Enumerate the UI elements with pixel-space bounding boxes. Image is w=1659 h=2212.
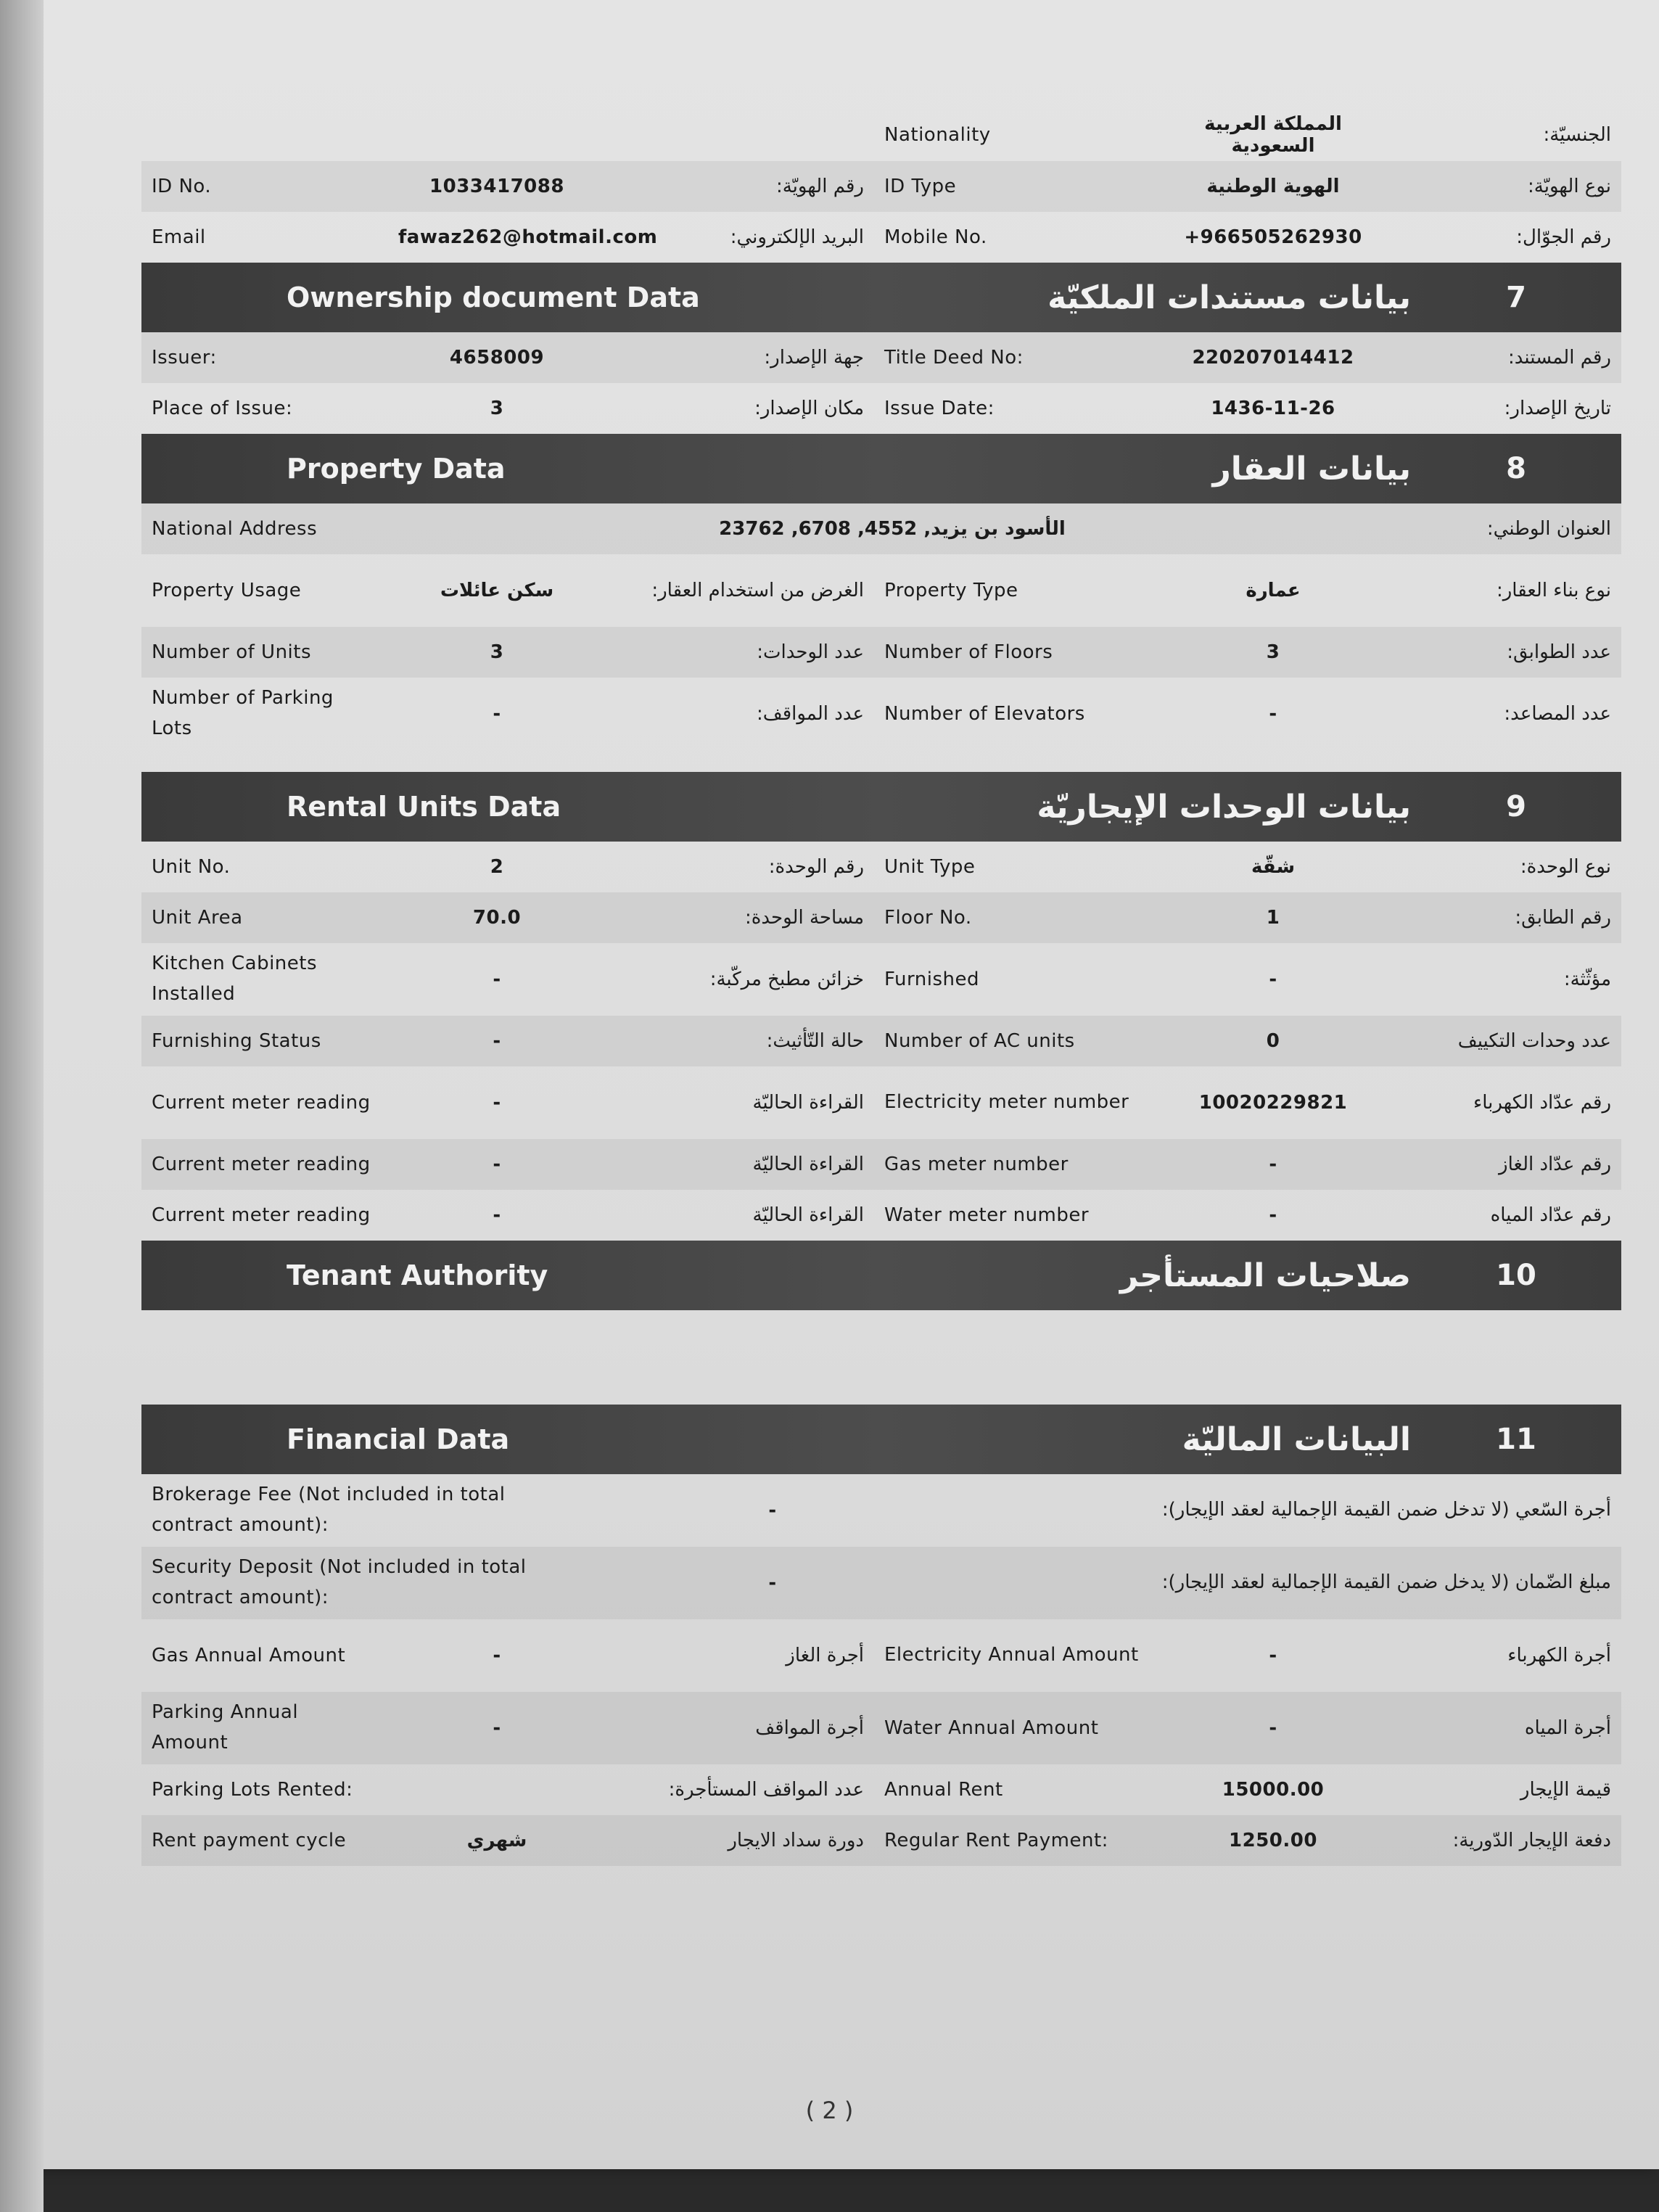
label-en: Unit Area xyxy=(152,907,243,929)
section-header-ownership xyxy=(141,263,1621,332)
row-usage xyxy=(141,554,1621,627)
value: سكن عائلات xyxy=(440,580,554,601)
value: 2 xyxy=(490,856,504,878)
label-en: Annual Rent xyxy=(884,1779,1003,1801)
label-en: Electricity Annual Amount xyxy=(884,1644,1139,1666)
value: - xyxy=(493,1154,501,1175)
label-en: Gas Annual Amount xyxy=(152,1645,346,1666)
row-place xyxy=(141,383,1621,434)
label-ar: رقم عدّاد المياه xyxy=(1490,1204,1611,1226)
section-title-en: Tenant Authority xyxy=(287,1259,548,1291)
label-en: Current meter reading xyxy=(152,1154,371,1175)
label-ar: البريد الإلكتروني: xyxy=(730,226,864,248)
section-title-en: Rental Units Data xyxy=(287,791,561,823)
row-water-meter xyxy=(141,1190,1621,1241)
section-number: 11 xyxy=(1496,1423,1536,1456)
label-ar: دفعة الإيجار الدّورية: xyxy=(1452,1830,1611,1851)
section-title-en: Property Data xyxy=(287,453,506,485)
row-furnishing xyxy=(141,1016,1621,1066)
value: شقّة xyxy=(1251,856,1296,878)
section-title-en: Ownership document Data xyxy=(287,281,700,313)
label-ar: مبلغ الضّمان (لا يدخل ضمن القيمة الإجمالية لعقد الإيجار): xyxy=(1161,1571,1611,1594)
label-en: Unit Type xyxy=(884,856,976,878)
label-ar: رقم المستند: xyxy=(1507,347,1611,369)
label-ar: رقم عدّاد الكهرباء xyxy=(1473,1092,1611,1114)
label-en: Number of AC units xyxy=(884,1030,1075,1052)
label-en: Number of Parking Lots xyxy=(152,687,334,739)
label-en: Parking Lots Rented: xyxy=(152,1779,353,1801)
label-en: Mobile No. xyxy=(884,226,987,248)
label-en: Number of Units xyxy=(152,641,312,663)
page-number: ( 2 ) xyxy=(805,2097,854,2124)
value: - xyxy=(1269,969,1277,990)
label-en: Rent payment cycle xyxy=(152,1830,347,1851)
value: - xyxy=(1269,1717,1277,1739)
label-en: Brokerage Fee (Not included in total contract amount): xyxy=(152,1484,506,1536)
section-title-ar: بيانات الوحدات الإيجاريّة xyxy=(1037,788,1411,826)
label-en: Current meter reading xyxy=(152,1204,371,1226)
section-header-financial xyxy=(141,1405,1621,1474)
value: 220207014412 xyxy=(1192,347,1354,369)
value: 0 xyxy=(1266,1030,1280,1052)
label-en: Regular Rent Payment: xyxy=(884,1830,1108,1851)
label-ar: دورة سداد الايجار xyxy=(728,1830,864,1851)
label-ar: رقم الوحدة: xyxy=(768,856,864,878)
label-ar: عدد المواقف: xyxy=(757,703,864,725)
label-ar: العنوان الوطني: xyxy=(1486,518,1611,540)
row-parking xyxy=(141,678,1621,750)
contract-content xyxy=(141,109,1621,1866)
label-ar: القراءة الحاليّة xyxy=(752,1092,864,1114)
section-number: 7 xyxy=(1506,281,1526,314)
value: 1033417088 xyxy=(429,176,564,197)
value: - xyxy=(1269,1204,1277,1226)
value: - xyxy=(493,969,501,990)
label-ar: مؤثّثة: xyxy=(1563,969,1611,990)
value: - xyxy=(1269,1645,1277,1666)
label-en: National Address xyxy=(152,518,318,540)
row-electricity-meter xyxy=(141,1066,1621,1139)
label-ar: أجرة المياه xyxy=(1524,1717,1611,1739)
value xyxy=(388,1785,606,1794)
label-en: Gas meter number xyxy=(884,1154,1069,1175)
value: 1436-11-26 xyxy=(1211,398,1335,419)
row-area xyxy=(141,892,1621,943)
value: 3 xyxy=(1266,641,1280,663)
value: 4658009 xyxy=(449,347,545,369)
value: - xyxy=(493,1204,501,1226)
label-ar: رقم عدّاد الغاز xyxy=(1499,1154,1611,1175)
value: - xyxy=(493,1030,501,1052)
label-en: Property Usage xyxy=(152,580,302,601)
section-title-ar: بيانات مستندات الملكيّة xyxy=(1047,279,1411,316)
label-en: Floor No. xyxy=(884,907,972,929)
spacer xyxy=(141,750,1621,772)
section-header-tenant xyxy=(141,1241,1621,1310)
label-ar: القراءة الحاليّة xyxy=(752,1204,864,1226)
label-en: Water Annual Amount xyxy=(884,1717,1099,1739)
value: - xyxy=(493,1645,501,1666)
label-ar: القراءة الحاليّة xyxy=(752,1154,864,1175)
label-en: ID No. xyxy=(152,176,212,197)
label-en: Email xyxy=(152,226,206,248)
value: 1 xyxy=(1266,907,1280,929)
value: - xyxy=(493,1717,501,1739)
label-ar: عدد الوحدات: xyxy=(757,641,864,663)
label-ar: رقم الطابق: xyxy=(1515,907,1611,929)
value: عمارة xyxy=(1246,580,1301,601)
page-edge xyxy=(0,0,44,2212)
label-ar: نوع بناء العقار: xyxy=(1496,580,1611,601)
label-ar: عدد وحدات التكييف xyxy=(1457,1030,1611,1052)
value: شهري xyxy=(466,1830,527,1851)
row-brokerage xyxy=(141,1474,1621,1547)
label-ar: الغرض من استخدام العقار: xyxy=(651,580,864,601)
label-ar: خزائن مطبخ مركّبة: xyxy=(709,969,864,990)
label-en: Security Deposit (Not included in total contract amount): xyxy=(152,1556,527,1608)
row-gas-meter xyxy=(141,1139,1621,1190)
value: 10020229821 xyxy=(1198,1092,1348,1114)
label-en: Issue Date: xyxy=(884,398,995,419)
label-en: Nationality xyxy=(884,124,991,146)
label-ar: أجرة الكهرباء xyxy=(1507,1645,1611,1666)
row-id xyxy=(141,161,1621,212)
label-ar: الجنسيّة: xyxy=(1543,124,1611,146)
label-en: ID Type xyxy=(884,176,957,197)
row-units xyxy=(141,627,1621,678)
label-en: Unit No. xyxy=(152,856,231,878)
label-ar: نوع الوحدة: xyxy=(1520,856,1611,878)
label-en: Current meter reading xyxy=(152,1092,371,1114)
row-nationality xyxy=(141,109,1621,161)
label-ar: مكان الإصدار: xyxy=(754,398,864,419)
value: 3 xyxy=(490,398,504,419)
value: - xyxy=(1269,1154,1277,1175)
label-en: Parking Annual Amount xyxy=(152,1701,299,1753)
value: 70.0 xyxy=(472,907,522,929)
label-ar: أجرة الغاز xyxy=(786,1645,864,1666)
value: - xyxy=(768,1500,777,1521)
label-en: Water meter number xyxy=(884,1204,1090,1226)
section-header-rental xyxy=(141,772,1621,842)
label-en: Kitchen Cabinets Installed xyxy=(152,953,318,1005)
label-en: Place of Issue: xyxy=(152,398,293,419)
value: الهوية الوطنية xyxy=(1206,176,1340,197)
value: - xyxy=(493,703,501,725)
value: 15000.00 xyxy=(1222,1779,1325,1801)
row-parking-water xyxy=(141,1692,1621,1764)
section-number: 10 xyxy=(1496,1259,1536,1292)
label-en: Furnished xyxy=(884,969,979,990)
label-ar: تاريخ الإصدار: xyxy=(1504,398,1611,419)
section-title-ar: بيانات العقار xyxy=(1212,450,1411,488)
label-en: Property Type xyxy=(884,580,1018,601)
row-email xyxy=(141,212,1621,263)
value: - xyxy=(493,1092,501,1114)
row-gas-electricity xyxy=(141,1619,1621,1692)
section-number: 9 xyxy=(1506,790,1526,823)
label-ar: رقم الجوّال: xyxy=(1516,226,1611,248)
label-en: Number of Floors xyxy=(884,641,1053,663)
label-en: Title Deed No: xyxy=(884,347,1024,369)
row-unit-no xyxy=(141,842,1621,892)
section-title-ar: البيانات الماليّة xyxy=(1182,1420,1411,1458)
label-en: Electricity meter number xyxy=(884,1091,1129,1114)
label-ar: عدد المواقف المستأجرة: xyxy=(668,1779,864,1801)
label-ar: أجرة السّعي (لا تدخل ضمن القيمة الإجمالية لعقد الإيجار): xyxy=(1161,1499,1611,1521)
section-title-ar: صلاحيات المستأجر xyxy=(1119,1257,1411,1294)
label-ar: رقم الهويّة: xyxy=(775,176,864,197)
label-ar: عدد المصاعد: xyxy=(1504,703,1611,725)
value: - xyxy=(768,1572,777,1594)
value: 1250.00 xyxy=(1229,1830,1317,1851)
label-en: Number of Elevators xyxy=(884,703,1085,725)
label-en: Issuer: xyxy=(152,347,217,369)
label-ar: حالة التّأثيث: xyxy=(766,1030,864,1052)
value: - xyxy=(1269,703,1277,725)
section-header-property xyxy=(141,434,1621,503)
row-payment xyxy=(141,1815,1621,1866)
row-issuer xyxy=(141,332,1621,383)
value: fawaz262@hotmail.com xyxy=(398,226,658,248)
label-ar: جهة الإصدار: xyxy=(764,347,864,369)
label-ar: قيمة الإيجار xyxy=(1520,1779,1611,1801)
label-ar: أجرة المواقف xyxy=(755,1717,864,1739)
value: 3 xyxy=(490,641,504,663)
label-ar: عدد الطوابق: xyxy=(1507,641,1611,663)
row-rent xyxy=(141,1764,1621,1815)
value: +966505262930 xyxy=(1184,226,1362,248)
label-ar: مساحة الوحدة: xyxy=(745,907,864,929)
value: الأسود بن يزيد, 4552, 6708, 23762 xyxy=(719,518,1066,540)
label-ar: نوع الهويّة: xyxy=(1528,176,1611,197)
row-address xyxy=(141,503,1621,554)
label-en: Furnishing Status xyxy=(152,1030,321,1052)
tenant-authority-body xyxy=(141,1310,1621,1405)
section-number: 8 xyxy=(1506,452,1526,485)
value: المملكة العربية السعودية xyxy=(1204,113,1342,157)
row-kitchen xyxy=(141,943,1621,1016)
row-deposit xyxy=(141,1547,1621,1619)
section-title-en: Financial Data xyxy=(287,1423,510,1455)
